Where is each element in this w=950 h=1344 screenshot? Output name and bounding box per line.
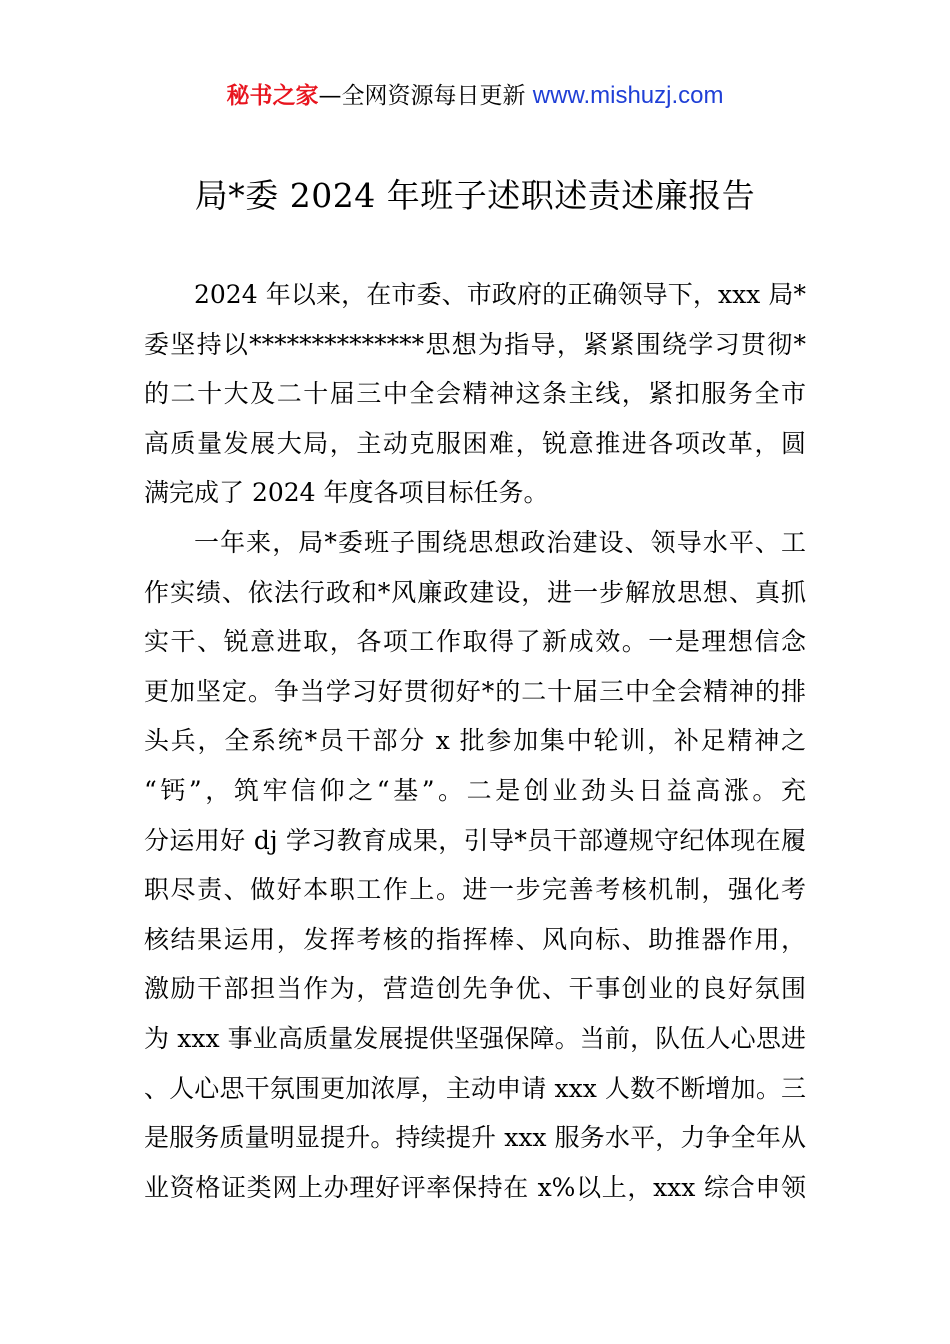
site-header	[0, 80, 950, 112]
paragraph-line: 激励干部担当作为，营造创先争优、干事创业的良好氛围	[144, 974, 806, 1004]
document-title: 局*委 2024 年班子述职述责述廉报告	[194, 176, 756, 215]
paragraph-line: 头兵，全系统*员干部分 x 批参加集中轮训，补足精神之	[144, 726, 806, 756]
site-tagline: —全网资源每日更新	[318, 83, 533, 109]
paragraph-line: 满完成了 2024 年度各项目标任务。	[144, 478, 549, 508]
paragraph-line: 为 xxx 事业高质量发展提供坚强保障。当前，队伍人心思进	[144, 1023, 806, 1053]
paragraph-line: 实干、锐意进取，各项工作取得了新成效。一是理想信念	[144, 627, 806, 657]
paragraph-line: 委坚持以**************思想为指导，紧紧围绕学习贯彻*	[144, 329, 806, 359]
paragraph-line: 职尽责、做好本职工作上。进一步完善考核机制，强化考	[144, 875, 806, 905]
paragraph-1	[144, 270, 806, 518]
paragraph-line: 、人心思干氛围更加浓厚，主动申请 xxx 人数不断增加。三	[144, 1073, 806, 1103]
paragraph-line: 一年来，局*委班子围绕思想政治建设、领导水平、工	[194, 527, 806, 557]
paragraph-line: “钙”，筑牢信仰之“基”。二是创业劲头日益高涨。充	[144, 775, 806, 805]
paragraph-line: 2024 年以来，在市委、市政府的正确领导下，xxx 局*	[194, 280, 806, 309]
site-url-link[interactable]: www.mishuzj.com	[532, 82, 724, 109]
paragraph-line: 业资格证类网上办理好评率保持在 x%以上，xxx 综合申领	[144, 1172, 806, 1202]
paragraph-line: 分运用好 dj 学习教育成果，引导*员干部遵规守纪体现在履	[144, 825, 806, 855]
paragraph-line: 的二十大及二十届三中全会精神这条主线，紧扣服务全市	[144, 379, 806, 409]
site-brand: 秘书之家	[226, 83, 319, 109]
document-body	[144, 270, 806, 1212]
paragraph-line: 是服务质量明显提升。持续提升 xxx 服务水平，力争全年从	[144, 1123, 806, 1153]
paragraph-line: 更加坚定。争当学习好贯彻好*的二十届三中全会精神的排	[144, 676, 806, 706]
paragraph-line: 核结果运用，发挥考核的指挥棒、风向标、助推器作用，	[144, 924, 806, 954]
paragraph-line: 高质量发展大局，主动克服困难，锐意推进各项改革，圆	[144, 428, 806, 458]
paragraph-2	[144, 518, 806, 1212]
paragraph-line: 作实绩、依法行政和*风廉政建设，进一步解放思想、真抓	[144, 577, 806, 607]
